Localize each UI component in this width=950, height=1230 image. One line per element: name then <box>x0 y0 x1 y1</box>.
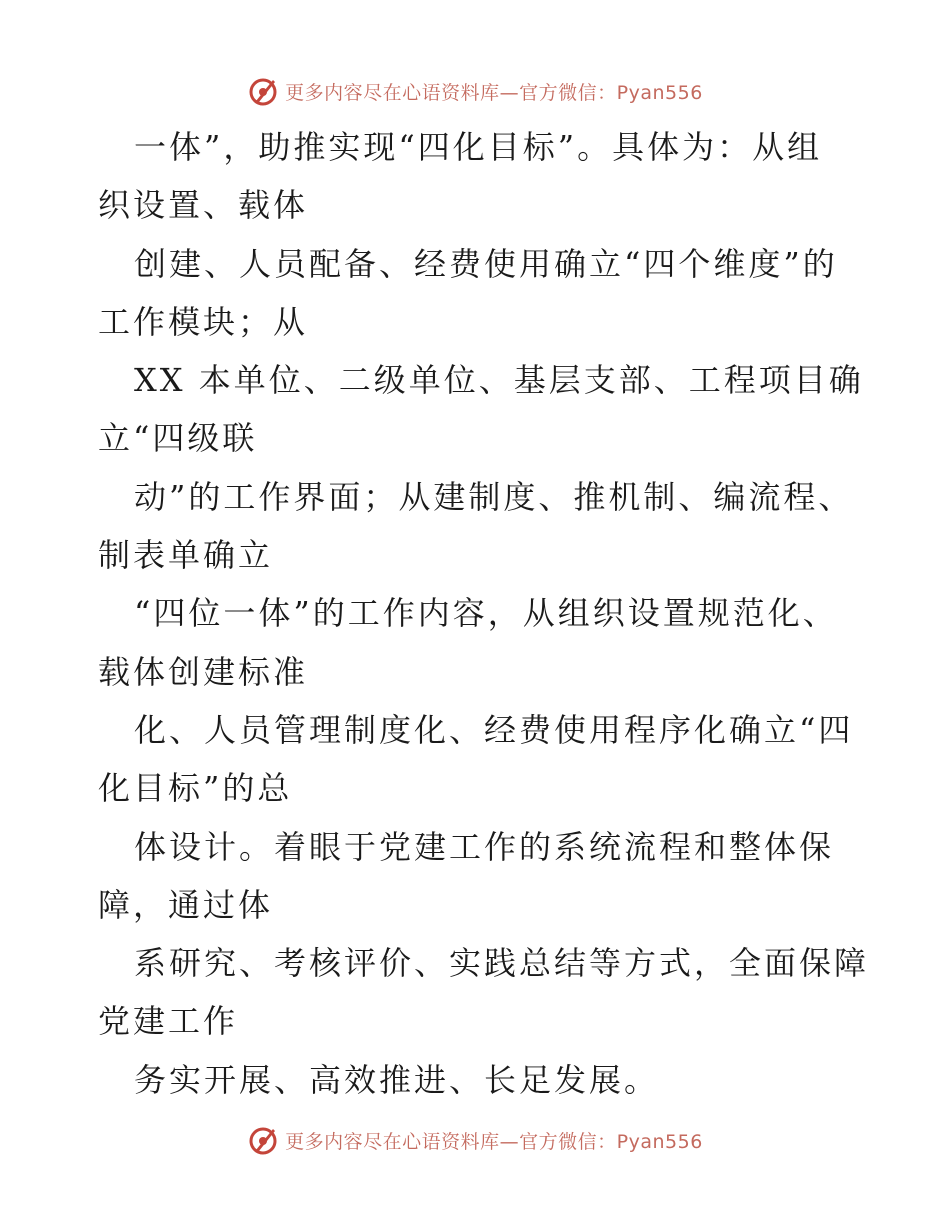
text-line: 党建工作 <box>98 1002 239 1041</box>
document-body <box>98 118 870 1109</box>
text-line: 一体”，助推实现“四化目标”。具体为：从组 <box>134 128 823 166</box>
watermark-text: 更多内容尽在心语资料库—官方微信：Pyan556 <box>285 1130 703 1153</box>
text-line: 立“四级联 <box>98 419 258 458</box>
quill-seal-icon <box>247 75 279 107</box>
text-line: “四位一体”的工作内容，从组织设置规范化、 <box>134 594 838 633</box>
text-line: 化目标”的总 <box>98 769 293 808</box>
text-line: 创建、人员配备、经费使用确立“四个维度”的 <box>134 244 838 283</box>
text-line: XX 本单位、二级单位、基层支部、工程项目确 <box>134 361 864 400</box>
watermark-text: 更多内容尽在心语资料库—官方微信：Pyan556 <box>285 81 703 104</box>
quill-seal-icon <box>247 1124 279 1156</box>
text-line: 系研究、考核评价、实践总结等方式，全面保障 <box>134 944 870 983</box>
text-line: 动”的工作界面；从建制度、推机制、编流程、 <box>134 477 854 516</box>
text-line: 障，通过体 <box>98 885 274 924</box>
text-line: 工作模块；从 <box>98 302 309 341</box>
text-line: 载体创建标准 <box>98 652 309 691</box>
footer-watermark <box>0 1120 950 1160</box>
text-line: 务实开展、高效推进、长足发展。 <box>134 1060 660 1099</box>
text-line: 体设计。着眼于党建工作的系统流程和整体保 <box>134 827 835 866</box>
header-watermark <box>0 71 950 111</box>
text-line: 化、人员管理制度化、经费使用程序化确立“四 <box>134 710 854 749</box>
text-line: 织设置、载体 <box>98 186 309 225</box>
text-line: 制表单确立 <box>98 536 274 575</box>
